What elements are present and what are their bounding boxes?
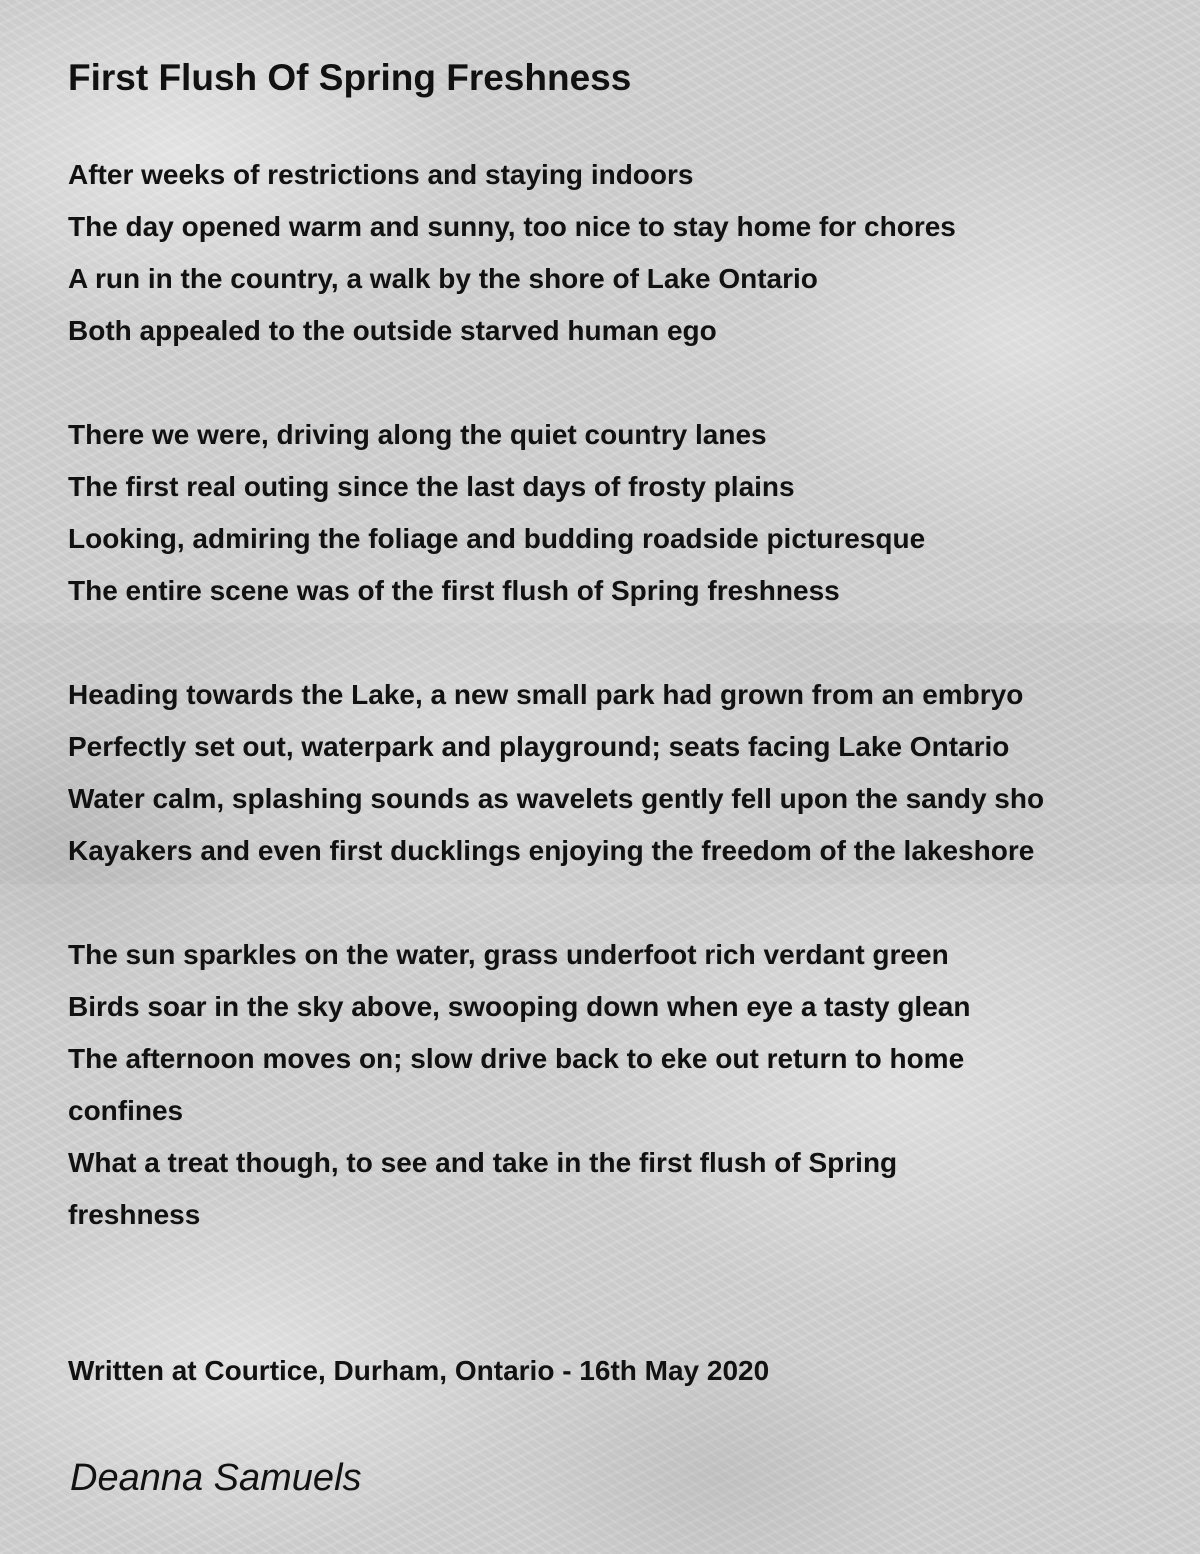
poem-line: Looking, admiring the foliage and budding roadside picturesque: [68, 523, 926, 554]
poem-title: First Flush Of Spring Freshness: [68, 57, 632, 98]
poem-line: After weeks of restrictions and staying indoors: [68, 159, 694, 190]
poem-line: The first real outing since the last days of frosty plains: [68, 471, 795, 502]
poem-body: [68, 149, 1200, 1397]
stanza-break: [68, 1293, 1200, 1345]
poem-container: [68, 0, 1200, 1554]
poem-line: The sun sparkles on the water, grass underfoot rich verdant green: [68, 939, 949, 970]
poem-line: confines: [68, 1095, 184, 1126]
stanza-break: [68, 617, 1200, 669]
stanza-break: [68, 877, 1200, 929]
stanza-break: [68, 1241, 1200, 1293]
poem-line: Heading towards the Lake, a new small park had grown from an embryo: [68, 679, 1024, 710]
poem-line: What a treat though, to see and take in the first flush of Spring: [68, 1147, 898, 1178]
poem-line: The entire scene was of the first flush of Spring freshness: [68, 575, 840, 606]
poem-line: The afternoon moves on; slow drive back to eke out return to home: [68, 1043, 965, 1074]
poem-line: Both appealed to the outside starved human ego: [68, 315, 717, 346]
poem-line: freshness: [68, 1199, 201, 1230]
poem-line: Water calm, splashing sounds as wavelets gently fell upon the sandy sho: [68, 783, 1045, 814]
poem-line: A run in the country, a walk by the shore of Lake Ontario: [68, 263, 818, 294]
poem-line: The day opened warm and sunny, too nice to stay home for chores: [68, 211, 956, 242]
poem-line: Birds soar in the sky above, swooping down when eye a tasty glean: [68, 991, 971, 1022]
stanza-break: [68, 357, 1200, 409]
poem-line: Kayakers and even first ducklings enjoying the freedom of the lakeshore: [68, 835, 1035, 866]
poem-line: Perfectly set out, waterpark and playground; seats facing Lake Ontario: [68, 731, 1010, 762]
poem-line: Written at Courtice, Durham, Ontario - 16th May 2020: [68, 1355, 770, 1386]
author-signature: Deanna Samuels: [70, 1457, 362, 1499]
poem-line: There we were, driving along the quiet country lanes: [68, 419, 767, 450]
